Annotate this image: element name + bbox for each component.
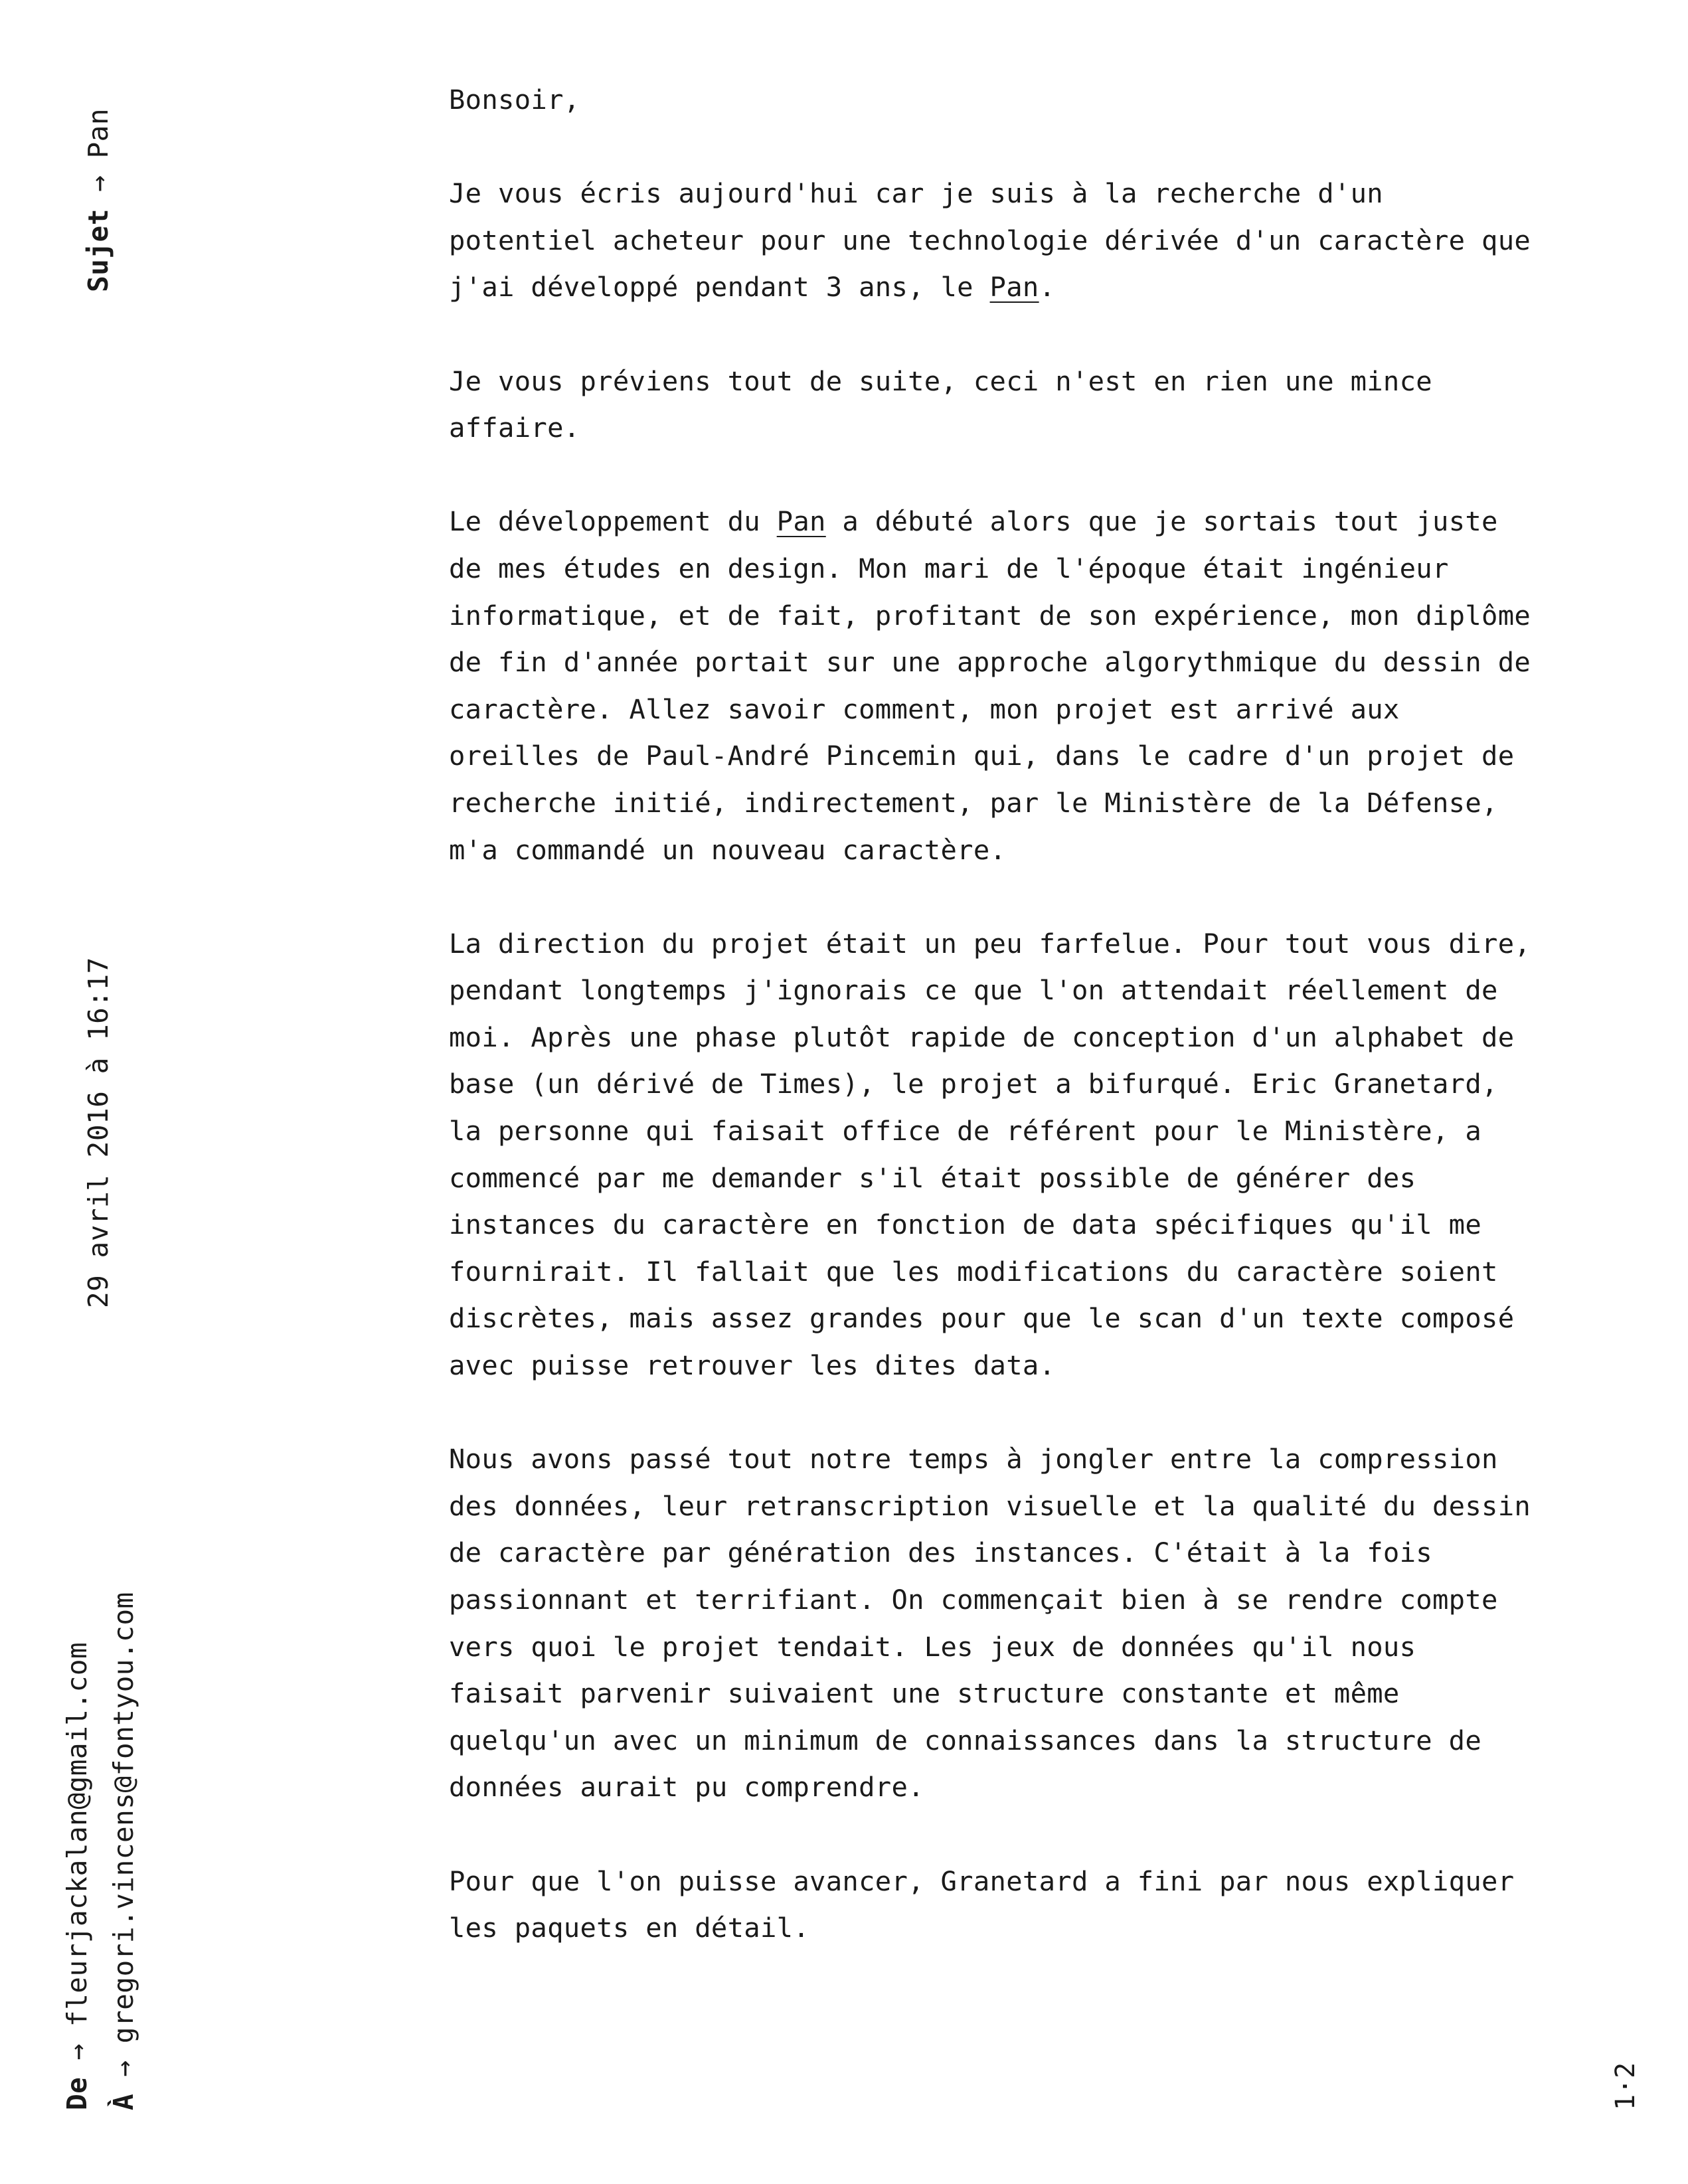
line: potentiel acheteur pour une technologie dérivée d'un caractère que [449,224,1531,256]
paragraph-5 [449,1436,1578,1811]
line: vers quoi le projet tendait. Les jeux de données qu'il nous [449,1630,1416,1663]
line: a débuté alors que je sortais tout juste [825,505,1498,538]
line: caractère. Allez savoir comment, mon projet est arrivé aux [449,693,1400,725]
line: . [1039,271,1056,303]
date-line: 29 avril 2016 à 16:17 [82,957,114,1308]
subject-value: Pan [82,108,114,159]
paragraph-2 [449,358,1578,452]
paragraph-3 [449,498,1578,873]
pan-link[interactable]: Pan [989,271,1039,303]
line: de mes études en design. Mon mari de l'époque était ingénieur [449,552,1449,584]
letter-body [449,76,1578,1998]
line: affaire. [449,412,580,444]
line: base (un dérivé de Times), le projet a bifurqué. Eric Granetard, [449,1068,1498,1100]
paragraph-1 [449,170,1578,311]
from-line [61,1641,93,2110]
to-email[interactable]: gregori.vincens@fontyou.com [108,1592,139,2044]
line: j'ai développé pendant 3 ans, le [449,271,990,303]
greeting: Bonsoir, [449,84,580,116]
line: données aurait pu comprendre. [449,1771,924,1804]
line: faisait parvenir suivaient une structure constante et même [449,1677,1400,1710]
subject-label: Sujet [82,209,114,292]
line: m'a commandé un nouveau caractère. [449,833,1007,866]
paragraph-4 [449,920,1578,1389]
line: la personne qui faisait office de référent pour le Ministère, a [449,1115,1482,1147]
to-label: À [108,2093,139,2110]
line: La direction du projet était un peu farfelue. Pour tout vous dire, [449,927,1531,960]
page-number: 1·2 [1610,2062,1641,2110]
line: discrètes, mais assez grandes pour que le scan d'un texte composé [449,1302,1515,1335]
line: quelqu'un avec un minimum de connaissances dans la structure de [449,1724,1482,1756]
line: avec puisse retrouver les dites data. [449,1349,1056,1382]
line: de caractère par génération des instances. C'était à la fois [449,1537,1432,1569]
line: oreilles de Paul-André Pincemin qui, dans le cadre d'un projet de [449,740,1515,772]
from-arrow: → [61,2043,93,2060]
line: informatique, et de fait, profitant de son expérience, mon diplôme [449,599,1531,631]
to-arrow: → [108,2060,139,2077]
line: instances du caractère en fonction de data spécifiques qu'il me [449,1209,1482,1241]
line: commencé par me demander s'il était possible de générer des [449,1161,1416,1194]
line: pendant longtemps j'ignorais ce que l'on attendait réellement de [449,974,1498,1007]
line: Pour que l'on puisse avancer, Granetard a fini par nous expliquer [449,1865,1515,1897]
line: Le développement du [449,505,777,538]
line: Nous avons passé tout notre temps à jongler entre la compression [449,1443,1498,1475]
line: de fin d'année portait sur une approche algorythmique du dessin de [449,646,1531,679]
line: Je vous préviens tout de suite, ceci n'est en rien une mince [449,365,1432,397]
to-line [110,1592,137,2110]
line: des données, leur retranscription visuelle et la qualité du dessin [449,1489,1531,1522]
from-email[interactable]: fleurjackalan@gmail.com [61,1641,93,2027]
subject-arrow: → [82,175,114,192]
line: recherche initié, indirectement, par le Ministère de la Défense, [449,786,1498,819]
line: les paquets en détail. [449,1912,810,1944]
pan-link[interactable]: Pan [776,505,826,538]
paragraph-6 [449,1858,1578,1952]
line: passionnant et terrifiant. On commençait bien à se rendre compte [449,1584,1498,1616]
from-label: De [61,2076,93,2110]
line: Je vous écris aujourd'hui car je suis à la recherche d'un [449,177,1383,210]
line: moi. Après une phase plutôt rapide de conception d'un alphabet de [449,1021,1515,1053]
subject-line [82,108,114,292]
line: fournirait. Il fallait que les modifications du caractère soient [449,1255,1498,1288]
